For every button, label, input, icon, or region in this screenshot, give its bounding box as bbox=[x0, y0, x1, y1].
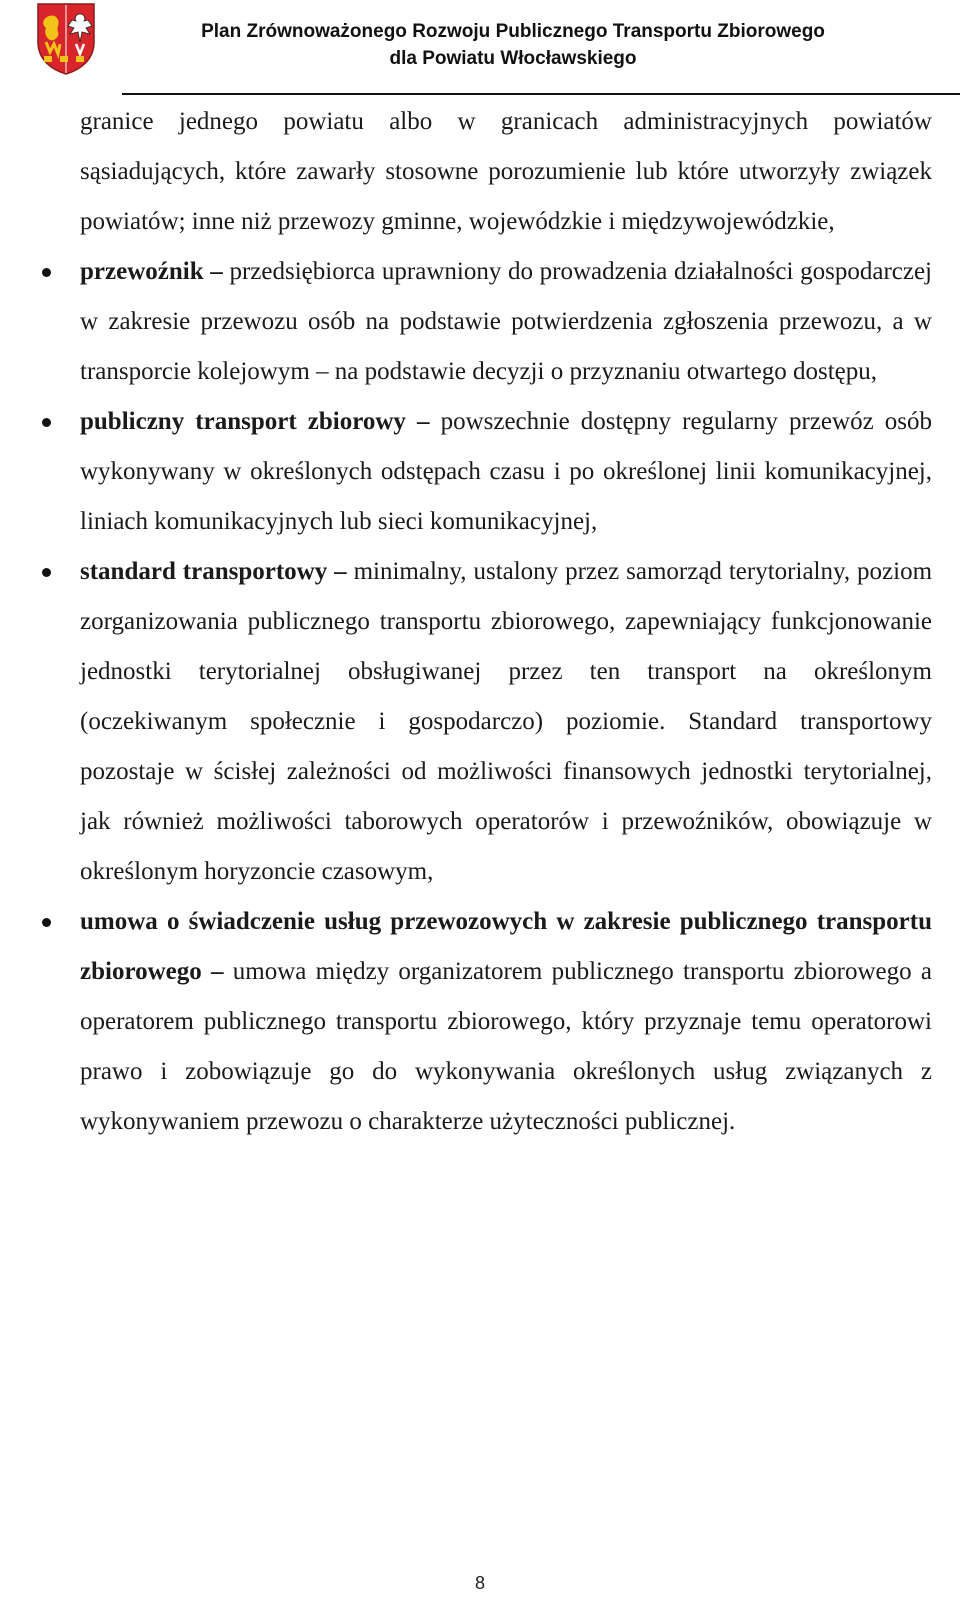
header-title-line-2: dla Powiatu Włocławskiego bbox=[389, 48, 637, 69]
definition-text: przedsiębiorca uprawniony do prowadzenia działalności gospodarczej w zakresie przewozu osób na podstawie potwierdzenia zgłoszenia przewozu, a w transporcie kolejowym – na podstawie decyzji o przyznaniu otwartego dostępu, bbox=[80, 258, 933, 385]
definition-term: przewoźnik bbox=[80, 258, 204, 285]
bullet-icon bbox=[42, 918, 51, 927]
page-header bbox=[0, 0, 960, 96]
definition-dash: – bbox=[405, 408, 441, 435]
header-title-line-1: Plan Zrównoważonego Rozwoju Publicznego Transportu Zbiorowego bbox=[201, 21, 825, 42]
definition-item-publiczny-transport bbox=[80, 397, 932, 547]
definition-term: publiczny transport zbiorowy bbox=[80, 408, 406, 435]
bullet-icon bbox=[42, 268, 51, 277]
intro-paragraph: granice jednego powiatu albo w granicach administracyjnych powiatów sąsiadujących, które zawarły stosowne porozumienie lub które utworzyły związek powiatów; inne niż przewozy gminne, wojewódzkie i międzywojewódzkie, bbox=[80, 108, 932, 235]
page-number: 8 bbox=[474, 1573, 485, 1593]
bullet-icon bbox=[42, 418, 51, 427]
coat-of-arms-icon bbox=[36, 2, 96, 76]
definition-item-przewoznik bbox=[80, 247, 932, 397]
definition-item-standard-transportowy bbox=[80, 547, 932, 897]
definition-dash: – bbox=[327, 558, 354, 585]
definition-text: powszechnie dostępny regularny przewóz osób wykonywany w określonych odstępach czasu i po określonej linii komunikacyjnej, liniach komunikacyjnych lub sieci komunikacyjnej, bbox=[80, 408, 932, 535]
document-body bbox=[80, 97, 932, 1147]
bullet-icon bbox=[42, 568, 51, 577]
definition-term: standard transportowy bbox=[80, 558, 328, 585]
definition-dash: – bbox=[203, 258, 230, 285]
header-divider bbox=[122, 93, 960, 95]
document-header-title bbox=[150, 18, 876, 72]
definition-text: umowa między organizatorem publicznego transportu zbiorowego a operatorem publicznego transportu zbiorowego, który przyznaje temu operatorowi prawo i zobowiązuje go do wykonywania określonych usług związanych z wykonywaniem przewozu o charakterze użyteczności publicznej. bbox=[80, 958, 933, 1135]
definition-item-umowa bbox=[80, 897, 932, 1147]
definition-term: umowa o świadczenie usług przewozowych w zakresie publicznego transportu zbiorowego bbox=[80, 908, 932, 985]
definition-text: minimalny, ustalony przez samorząd terytorialny, poziom zorganizowania publicznego transportu zbiorowego, zapewniający funkcjonowanie jednostki terytorialnej obsługiwanej przez ten transport na określonym (oczekiwanym społecznie i gospodarczo) poziomie. Standard transportowy pozostaje w ścisłej zależności od możliwości finansowych jednostki terytorialnej, jak również możliwości taborowych operatorów i przewoźników, obowiązuje w określonym horyzoncie czasowym, bbox=[80, 558, 933, 885]
definition-dash: – bbox=[201, 958, 233, 985]
